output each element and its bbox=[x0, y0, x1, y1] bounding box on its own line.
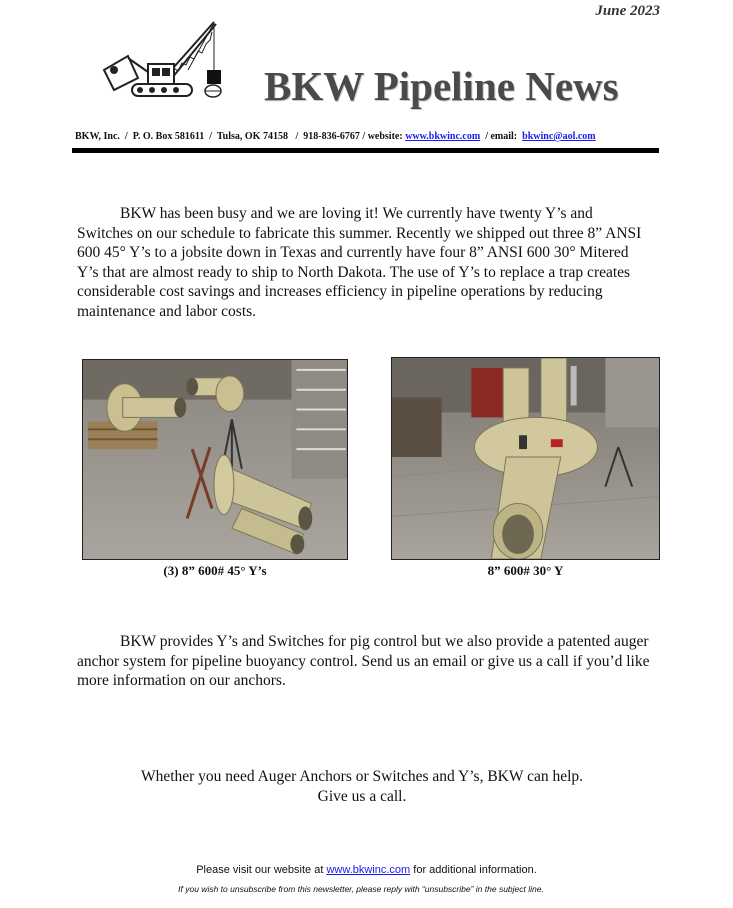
email-label: email: bbox=[490, 131, 518, 142]
photo-30-degree-y bbox=[391, 357, 660, 560]
pipeline-crane-logo-icon bbox=[98, 18, 228, 104]
separator: / bbox=[485, 131, 488, 142]
closing-line-2: Give us a call. bbox=[317, 787, 407, 805]
unsubscribe-note: If you wish to unsubscribe from this newsletter, please reply with “unsubscribe” in the subject line. bbox=[178, 884, 544, 894]
photo-caption-1: (3) 8” 600# 45° Y’s bbox=[163, 563, 267, 578]
footer-website-link[interactable]: www.bkwinc.com bbox=[326, 864, 411, 876]
visit-prefix: Please visit our website at bbox=[196, 864, 324, 876]
closing-message bbox=[77, 767, 647, 806]
header-divider bbox=[72, 148, 659, 153]
newsletter-title: BKW Pipeline News bbox=[264, 63, 619, 109]
article-paragraph-1 bbox=[77, 204, 652, 321]
city-address: Tulsa, OK 74158 bbox=[216, 131, 288, 142]
article-paragraph-2 bbox=[77, 632, 652, 691]
company-name: BKW, Inc. bbox=[75, 131, 120, 142]
separator: / bbox=[362, 131, 366, 142]
website-label: website: bbox=[367, 131, 403, 142]
separator: / bbox=[209, 131, 213, 142]
footer-visit-line bbox=[0, 864, 733, 876]
paragraph-2-text: BKW provides Y’s and Switches for pig control but we also provide a patented auger anchor system for pipeline buoyancy control. Send us an email or give us a call if you’d like more information on our anchors. bbox=[77, 633, 650, 689]
separator: / bbox=[295, 131, 299, 142]
separator: / bbox=[124, 131, 128, 142]
paragraph-1-text: BKW has been busy and we are loving it! We currently have twenty Y’s and Switches on our schedule to fabricate this summer. Recently we shipped out three 8” ANSI 600 45° Y’s to a jobsite down in Texas and currently have four 8” ANSI 600 30° Mitered Y’s that are almost ready to ship to North Dakota. The use of Y’s to replace a trap creates considerable cost savings and increases efficiency in pipeline operations by reducing maintenance and labor costs. bbox=[77, 205, 642, 320]
issue-date: June 2023 bbox=[595, 3, 660, 19]
phone-number: 918-836-6767 bbox=[303, 131, 360, 142]
photo-45-degree-ys bbox=[82, 359, 348, 560]
photo-caption-2: 8” 600# 30° Y bbox=[487, 563, 564, 578]
visit-suffix: for additional information. bbox=[413, 864, 537, 876]
po-box: P. O. Box 581611 bbox=[132, 131, 205, 142]
email-link[interactable]: bkwinc@aol.com bbox=[522, 131, 596, 142]
website-link[interactable]: www.bkwinc.com bbox=[405, 131, 481, 142]
closing-line-1: Whether you need Auger Anchors or Switches and Y’s, BKW can help. bbox=[140, 768, 584, 785]
contact-line bbox=[75, 131, 665, 142]
